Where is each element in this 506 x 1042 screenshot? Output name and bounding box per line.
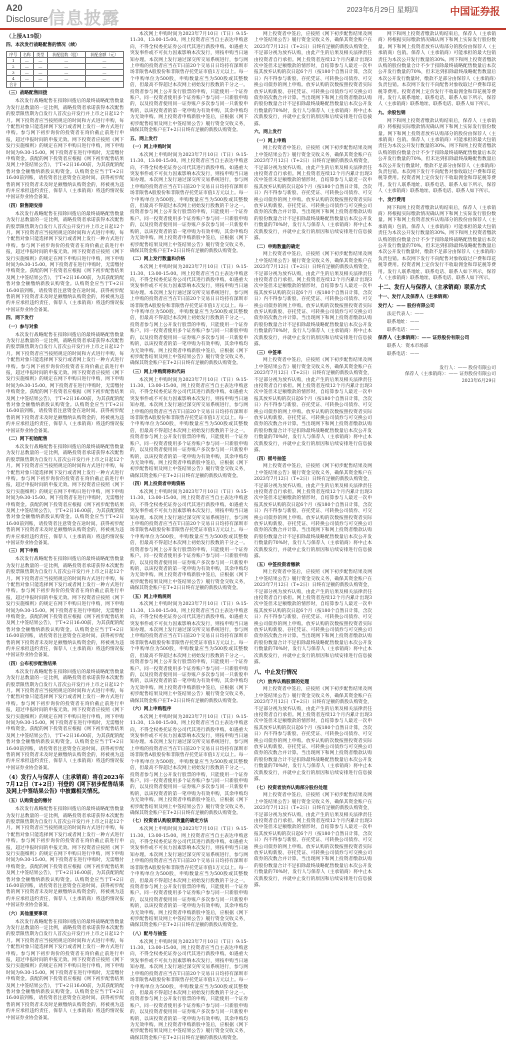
- bold-notice: 八、中止发行情况: [254, 669, 298, 676]
- body-paragraph: 本次网上申购时间为2023年7月10日（T日）9:15-11:30、13:00-15:00。网上投资者应当自主表达申购意向，不得全权委托证券公司代其进行新股申购。如遇重大突发事件或不可抗力因素影响本次发行，则按申购当日通知办理。本次网上发行通过深交所交易系统进行，参与网上申购的投资者应当在T日前20个交易日日均持有深圳市场非限售A股股份和非限售存托凭证市值1万元以上。每一个申购单位为500股，申购数量应当为500股或其整数倍，但最高不得超过本次网上初始发行股数的千分之一。投资者参与网上公开发行股票的申购，只能使用一个证券账户。同一投资者使用多个证券账户参与同一只新股申购的，以及投资者使用同一证券账户多次参与同一只新股申购的，以该投资者的第一笔申购为有效申购，其余申购均为无效申购。网上投资者申购新股中签后，应根据《网下初步配售结果及网上中签结果公告》履行资金交收义务，确保其资金账户在T+2日日终有足额的新股认购资金。: [130, 265, 248, 367]
- body-paragraph: 本次网上申购时间为2023年7月10日（T日）9:15-11:30、13:00-15:00。网上投资者应当自主表达申购意向，不得全权委托证券公司代其进行新股申购。如遇重大突发事件或不可抗力因素影响本次发行，则按申购当日通知办理。本次网上发行通过深交所交易系统进行，参与网上申购的投资者应当在T日前20个交易日日均持有深圳市场非限售A股股份和非限售存托凭证市值1万元以上。每一个申购单位为500股，申购数量应当为500股或其整数倍，但最高不得超过本次网上初始发行股数的千分之一。投资者参与网上公开发行股票的申购，只能使用一个证券账户。同一投资者使用多个证券账户参与同一只新股申购的，以及投资者使用同一证券账户多次参与同一只新股申购的，以该投资者的第一笔申购为有效申购，其余申购均为无效申购。网上投资者申购新股中签后，应根据《网下初步配售结果及网上中签结果公告》履行资金交收义务，确保其资金账户在T+2日日终有足额的新股认购资金。: [130, 490, 248, 592]
- table-cell: —: [20, 76, 34, 82]
- table-cell: 4: [7, 76, 21, 82]
- contact-line: 联系电话：——: [387, 351, 420, 357]
- table-cell: 名称: [20, 52, 34, 58]
- table-caption: 四、本次发行战略配售的情况（续）: [6, 43, 80, 48]
- table-cell: —: [47, 64, 85, 70]
- body-paragraph: 网下和网上投资者缴款认购结束后，保荐人（主承销商）将根据实际缴款情况确认网下和网上实际发行股份数量。网下和网上投资者放弃认购部分的股份由保荐人（主承销商）包销。保荐人（主承销商）可能承担的最大包销责任为本次公开发行数量的30%。网下和网上投资者缴款认购的股份数量合计不少于扣除最终战略配售数量后本次公开发行数量的70%，但未达到扣除最终战略配售数量后本次公开发行数量时，缴款不足部分由保荐人（主承销商）负责包销。本次网下发行不向配售对象收取过户费和印花税等费用。投资者网上定价发行不收取佣金和印花税等费用。发行人联系地址、联系电话、联系人如下所示，保荐人（主承销商）联系地址、联系电话、联系人如下所示。: [378, 205, 496, 282]
- table-cell: —: [85, 64, 123, 70]
- table-row: [7, 52, 124, 58]
- sign-date: 2023年6月29日: [461, 378, 496, 384]
- table-row: [7, 82, 124, 88]
- subheading: 五、网上发行: [130, 136, 158, 142]
- table-cell: —: [34, 64, 48, 70]
- table-cell: —: [85, 70, 123, 76]
- sponsor-signature: 保荐人（主承销商）：—— 证券股份有限公司: [404, 372, 496, 378]
- body-paragraph: 网上投资者中签后，应按照《网下初步配售结果及网上中签结果公告》履行资金交收义务，确保其资金账户在2023年7月12日（T+2日）日终有足额的新股认购资金，不足部分视为放弃认购，由此产生的后果及相关法律责任由投资者自行承担。网上投资者连续12个月内累计出现3次中签但未足额缴款的情形时，自结算参与人最近一次申报其放弃认购的次日起6个月（按180个自然日计算，含次日）内不得参与新股、存托凭证、可转换公司债券、可交换公司债券的网上申购。放弃认购的次数按照投资者实际放弃认购新股、存托凭证、可转换公司债券与可交换公司债券的次数合并计算。当出现网下和网上投资者缴款认购的股份数量合计不足扣除最终战略配售数量后本次公开发行数量的70%时，发行人与保荐人（主承销商）将中止本次新股发行，并就中止发行的原因和后续安排进行信息披露。: [254, 146, 372, 242]
- body-paragraph: 本次网上申购时间为2023年7月10日（T日）9:15-11:30、13:00-15:00。网上投资者应当自主表达申购意向，不得全权委托证券公司代其进行新股申购。如遇重大突发事件或不可抗力因素影响本次发行，则按申购当日通知办理。本次网上发行通过深交所交易系统进行，参与网上申购的投资者应当在T日前20个交易日日均持有深圳市场非限售A股股份和非限售存托凭证市值1万元以上。每一个申购单位为500股，申购数量应当为500股或其整数倍，但最高不得超过本次网上初始发行股数的千分之一。投资者参与网上公开发行股票的申购，只能使用一个证券账户。同一投资者使用多个证券账户参与同一只新股申购的，以及投资者使用同一证券账户多次参与同一只新股申购的，以该投资者的第一笔申购为有效申购，其余申购均为无效申购。网上投资者申购新股中签后，应根据《网下初步配售结果及网上中签结果公告》履行资金交收义务，确保其资金账户在T+2日日终有足额的新股认购资金。: [130, 939, 248, 1041]
- table-cell: —: [47, 76, 85, 82]
- table-cell: —: [34, 70, 48, 76]
- subheading: （五）中签投资者缴款: [254, 562, 300, 568]
- body-paragraph: 本次网上申购时间为2023年7月10日（T日）9:15-11:30、13:00-15:00。网上投资者应当自主表达申购意向，不得全权委托证券公司代其进行新股申购。如遇重大突发事件或不可抗力因素影响本次发行，则按申购当日通知办理。本次网上发行通过深交所交易系统进行，参与网上申购的投资者应当在T日前20个交易日日均持有深圳市场非限售A股股份和非限售存托凭证市值1万元以上。每一个申购单位为500股，申购数量应当为500股或其整数倍，但最高不得超过本次网上初始发行股数的千分之一。投资者参与网上公开发行股票的申购，只能使用一个证券账户。同一投资者使用多个证券账户参与同一只新股申购的，以及投资者使用同一证券账户多次参与同一只新股申购的，以该投资者的第一笔申购为有效申购，其余申购均为无效申购。网上投资者申购新股中签后，应根据《网下初步配售结果及网上中签结果公告》履行资金交收义务，确保其资金账户在T+2日日终有足额的新股认购资金。: [130, 377, 248, 479]
- table-cell: 合计: [7, 82, 21, 88]
- newspaper-logo: 中国证券报: [450, 7, 500, 18]
- table-row: [7, 76, 124, 82]
- table-cell: [20, 82, 34, 88]
- table-cell: —: [47, 58, 85, 64]
- table-cell: —: [85, 58, 123, 64]
- subheading: （二）网上发行数量和价格: [130, 257, 186, 263]
- table-cell: —: [34, 58, 48, 64]
- body-paragraph: 本次网上申购时间为2023年7月10日（T日）9:15-11:30、13:00-15:00。网上投资者应当自主表达申购意向，不得全权委托证券公司代其进行新股申购。如遇重大突发事件或不可抗力因素影响本次发行，则按申购当日通知办理。本次网上发行通过深交所交易系统进行，参与网上申购的投资者应当在T日前20个交易日日均持有深圳市场非限售A股股份和非限售存托凭证市值1万元以上。每一个申购单位为500股，申购数量应当为500股或其整数倍，但最高不得超过本次网上初始发行股数的千分之一。投资者参与网上公开发行股票的申购，只能使用一个证券账户。同一投资者使用多个证券账户参与同一只新股申购的，以及投资者使用同一证券账户多次参与同一只新股申购的，以该投资者的第一笔申购为有效申购，其余申购均为无效申购。网上投资者申购新股中签后，应根据《网下初步配售结果及网上中签结果公告》履行资金交收义务，确保其资金账户在T+2日日终有足额的新股认购资金。: [130, 827, 248, 929]
- section-title: 信息披露: [48, 9, 120, 29]
- table-cell: 获配金额（元）: [85, 52, 123, 58]
- subheading: （四）网上投资者申购资格: [130, 482, 186, 488]
- subheading: 六、网上发行: [254, 130, 282, 136]
- body-paragraph: 本次网上申购时间为2023年7月10日（T日）9:15-11:30、13:00-15:00。网上投资者应当自主表达申购意向，不得全权委托证券公司代其进行新股申购。如遇重大突发事件或不可抗力因素影响本次发行，则按申购当日通知办理。本次网上发行通过深交所交易系统进行，参与网上申购的投资者应当在T日前20个交易日日均持有深圳市场非限售A股股份和非限售存托凭证市值1万元以上。每一个申购单位为500股，申购数量应当为500股或其整数倍，但最高不得超过本次网上初始发行股数的千分之一。投资者参与网上公开发行股票的申购，只能使用一个证券账户。同一投资者使用多个证券账户参与同一只新股申购的，以及投资者使用同一证券账户多次参与同一只新股申购的，以该投资者的第一笔申购为有效申购，其余申购均为无效申购。网上投资者申购新股中签后，应根据《网下初步配售结果及网上中签结果公告》履行资金交收义务，确保其资金账户在T+2日日终有足额的新股认购资金。: [130, 602, 248, 704]
- subheading: （八）配号与抽签: [130, 931, 167, 937]
- table-cell: 3: [7, 70, 21, 76]
- table-row: [7, 58, 124, 64]
- bold-notice: （4）发行人与保荐人（主承销商）将在2023年7月12日（T+2日）刊登的《网下初步配售结果及网上中签结果公告》中披露相关情况。: [6, 775, 124, 796]
- body-paragraph: 本次发行战略配售在扣除回拨后的最终战略配售数量为发行总数量的一定比例，战略投资者承诺获得本次配售的股票限售期为自发行人首次公开发行并上市之日起12个月。网下投资者应当按照规定的时间和方式进行申购，每个配售对象只能选择网下发行或者网上发行一种方式进行申购。参与网下初步询价的投资者在询价截止前进行申报，超过申报时间的申报无效。网下投资者应按照《网下发行实施细则》的规定在网下申购日进行申购，网下申购时间为9:30-15:00。网下投资者在进行申购时，无需缴付申购资金。获配的网下投资者应根据《网下初步配售结果及网上中签结果公告》，于T+2日16:00前，为其获配的配售对象全额缴纳新股认购资金。认购资金应当于T+2日16:00前到账，请投资者注意资金在途时间。获得初步配售的网下投资者未及时足额缴纳认购资金的，将被视为违约并应承担违约责任，保荐人（主承销商）将违约情况报中国证券业协会备案。: [6, 99, 124, 201]
- table-cell: 2: [7, 64, 21, 70]
- contact-line: 发行人：—— 股份有限公司: [378, 303, 435, 309]
- table-cell: —: [20, 58, 34, 64]
- table-cell: —: [85, 76, 123, 82]
- contact-line: 联系电话：——: [387, 327, 420, 333]
- table-row: [7, 70, 124, 76]
- continuation-note: （上接A19版）: [6, 34, 45, 40]
- page-number: A20: [6, 3, 23, 13]
- issue-date: 2023年6月29日 星期四: [346, 7, 418, 14]
- contact-line: 保荐人（主承销商）：—— 证券股份有限公司: [378, 335, 470, 341]
- body-paragraph: 本次发行战略配售在扣除回拨后的最终战略配售数量为发行总数量的一定比例，战略投资者承诺获得本次配售的股票限售期为自发行人首次公开发行并上市之日起12个月。网下投资者应当按照规定的时间和方式进行申购，每个配售对象只能选择网下发行或者网上发行一种方式进行申购。参与网下初步询价的投资者在询价截止前进行申报，超过申报时间的申报无效。网下投资者应按照《网下发行实施细则》的规定在网下申购日进行申购，网下申购时间为9:30-15:00。网下投资者在进行申购时，无需缴付申购资金。获配的网下投资者应根据《网下初步配售结果及网上中签结果公告》，于T+2日16:00前，为其获配的配售对象全额缴纳新股认购资金。认购资金应当于T+2日16:00前到账，请投资者注意资金在途时间。获得初步配售的网下投资者未及时足额缴纳认购资金的，将被视为违约并应承担违约责任，保荐人（主承销商）将违约情况报中国证券业协会备案。: [6, 444, 124, 547]
- table-row: [7, 64, 124, 70]
- subheading: 十、发行费用: [378, 197, 406, 203]
- column-3: [254, 32, 372, 889]
- body-paragraph: 网上投资者中签后，应按照《网下初步配售结果及网上中签结果公告》履行资金交收义务，确保其资金账户在2023年7月12日（T+2日）日终有足额的新股认购资金，不足部分视为放弃认购，由此产生的后果及相关法律责任由投资者自行承担。网上投资者连续12个月内累计出现3次中签但未足额缴款的情形时，自结算参与人最近一次申报其放弃认购的次日起6个月（按180个自然日计算，含次日）内不得参与新股、存托凭证、可转换公司债券、可交换公司债券的网上申购。放弃认购的次数按照投资者实际放弃认购新股、存托凭证、可转换公司债券与可交换公司债券的次数合并计算。当出现网下和网上投资者缴款认购的股份数量合计不足扣除最终战略配售数量后本次公开发行数量的70%时，发行人与保荐人（主承销商）将中止本次新股发行，并就中止发行的原因和后续安排进行信息披露。: [254, 687, 372, 783]
- column-1: [6, 32, 124, 1021]
- body-paragraph: 网上投资者中签后，应按照《网下初步配售结果及网上中签结果公告》履行资金交收义务，确保其资金账户在2023年7月12日（T+2日）日终有足额的新股认购资金，不足部分视为放弃认购，由此产生的后果及相关法律责任由投资者自行承担。网上投资者连续12个月内累计出现3次中签但未足额缴款的情形时，自结算参与人最近一次申报其放弃认购的次日起6个月（按180个自然日计算，含次日）内不得参与新股、存托凭证、可转换公司债券、可交换公司债券的网上申购。放弃认购的次数按照投资者实际放弃认购新股、存托凭证、可转换公司债券与可交换公司债券的次数合并计算。当出现网下和网上投资者缴款认购的股份数量合计不足扣除最终战略配售数量后本次公开发行数量的70%时，发行人与保荐人（主承销商）将中止本次新股发行，并就中止发行的原因和后续安排进行信息披露。: [254, 252, 372, 348]
- table-cell: —: [20, 70, 34, 76]
- table-cell: 获配股数（股）: [47, 52, 85, 58]
- body-paragraph: 本次发行战略配售在扣除回拨后的最终战略配售数量为发行总数量的一定比例，战略投资者承诺获得本次配售的股票限售期为自发行人首次公开发行并上市之日起12个月。网下投资者应当按照规定的时间和方式进行申购，每个配售对象只能选择网下发行或者网上发行一种方式进行申购。参与网下初步询价的投资者在询价截止前进行申报，超过申报时间的申报无效。网下投资者应按照《网下发行实施细则》的规定在网下申购日进行申购，网下申购时间为9:30-15:00。网下投资者在进行申购时，无需缴付申购资金。获配的网下投资者应根据《网下初步配售结果及网上中签结果公告》，于T+2日16:00前，为其获配的配售对象全额缴纳新股认购资金。认购资金应当于T+2日16:00前到账，请投资者注意资金在途时间。获得初步配售的网下投资者未及时足额缴纳认购资金的，将被视为违约并应承担违约责任，保荐人（主承销商）将违约情况报中国证券业协会备案。: [6, 332, 124, 434]
- table-cell: 1: [7, 58, 21, 64]
- subheading: （二）申购数量的确定: [254, 244, 300, 250]
- subheading: （六）放弃认购股票的处理: [254, 679, 310, 685]
- table-cell: —: [47, 70, 85, 76]
- body-paragraph: 本次发行战略配售在扣除回拨后的最终战略配售数量为发行总数量的一定比例，战略投资者承诺获得本次配售的股票限售期为自发行人首次公开发行并上市之日起12个月。网下投资者应当按照规定的时间和方式进行申购，每个配售对象只能选择网下发行或者网上发行一种方式进行申购。参与网下初步询价的投资者在询价截止前进行申报，超过申报时间的申报无效。网下投资者应按照《网下发行实施细则》的规定在网下申购日进行申购，网下申购时间为9:30-15:00。网下投资者在进行申购时，无需缴付申购资金。获配的网下投资者应根据《网下初步配售结果及网上中签结果公告》，于T+2日16:00前，为其获配的配售对象全额缴纳新股认购资金。认购资金应当于T+2日16:00前到账，请投资者注意资金在途时间。获得初步配售的网下投资者未及时足额缴纳认购资金的，将被视为违约并应承担违约责任，保荐人（主承销商）将违约情况报中国证券业协会备案。: [6, 919, 124, 1021]
- subheading: （三）网下申购: [6, 549, 39, 555]
- subheading: （六）网上申购程序: [130, 706, 172, 712]
- subheading: （二）网下初始配售: [6, 437, 48, 443]
- body-paragraph: 网上投资者中签后，应按照《网下初步配售结果及网上中签结果公告》履行资金交收义务，确保其资金账户在2023年7月12日（T+2日）日终有足额的新股认购资金，不足部分视为放弃认购，由此产生的后果及相关法律责任由投资者自行承担。网上投资者连续12个月内累计出现3次中签但未足额缴款的情形时，自结算参与人最近一次申报其放弃认购的次日起6个月（按180个自然日计算，含次日）内不得参与新股、存托凭证、可转换公司债券、可交换公司债券的网上申购。放弃认购的次数按照投资者实际放弃认购新股、存托凭证、可转换公司债券与可交换公司债券的次数合并计算。当出现网下和网上投资者缴款认购的股份数量合计不足扣除最终战略配售数量后本次公开发行数量的70%时，发行人与保荐人（主承销商）将中止本次新股发行，并就中止发行的原因和后续安排进行信息披露。: [254, 464, 372, 560]
- body-paragraph: 网下和网上投资者缴款认购结束后，保荐人（主承销商）将根据实际缴款情况确认网下和网上实际发行股份数量。网下和网上投资者放弃认购部分的股份由保荐人（主承销商）包销。保荐人（主承销商）可能承担的最大包销责任为本次公开发行数量的30%。网下和网上投资者缴款认购的股份数量合计不少于扣除最终战略配售数量后本次公开发行数量的70%，但未达到扣除最终战略配售数量后本次公开发行数量时，缴款不足部分由保荐人（主承销商）负责包销。本次网下发行不向配售对象收取过户费和印花税等费用。投资者网上定价发行不收取佣金和印花税等费用。发行人联系地址、联系电话、联系人如下所示，保荐人（主承销商）联系地址、联系电话、联系人如下所示。: [378, 32, 496, 108]
- table-cell: —: [34, 76, 48, 82]
- subheading: （四）摇号抽签: [254, 456, 287, 462]
- subheading: （四）公布初步配售结果: [6, 661, 57, 667]
- body-paragraph: 本次网上申购时间为2023年7月10日（T日）9:15-11:30、13:00-15:00。网上投资者应当自主表达申购意向，不得全权委托证券公司代其进行新股申购。如遇重大突发事件或不可抗力因素影响本次发行，则按申购当日通知办理。本次网上发行通过深交所交易系统进行，参与网上申购的投资者应当在T日前20个交易日日均持有深圳市场非限售A股股份和非限售存托凭证市值1万元以上。每一个申购单位为500股，申购数量应当为500股或其整数倍，但最高不得超过本次网上初始发行股数的千分之一。投资者参与网上公开发行股票的申购，只能使用一个证券账户。同一投资者使用多个证券账户参与同一只新股申购的，以及投资者使用同一证券账户多次参与同一只新股申购的，以该投资者的第一笔申购为有效申购，其余申购均为无效申购。网上投资者申购新股中签后，应根据《网下初步配售结果及网上中签结果公告》履行资金交收义务，确保其资金账户在T+2日日终有足额的新股认购资金。: [130, 714, 248, 816]
- body-paragraph: 本次网上申购时间为2023年7月10日（T日）9:15-11:30、13:00-15:00。网上投资者应当自主表达申购意向，不得全权委托证券公司代其进行新股申购。如遇重大突发事件或不可抗力因素影响本次发行，则按申购当日通知办理。本次网上发行通过深交所交易系统进行，参与网上申购的投资者应当在T日前20个交易日日均持有深圳市场非限售A股股份和非限售存托凭证市值1万元以上。每一个申购单位为500股，申购数量应当为500股或其整数倍，但最高不得超过本次网上初始发行股数的千分之一。投资者参与网上公开发行股票的申购，只能使用一个证券账户。同一投资者使用多个证券账户参与同一只新股申购的，以及投资者使用同一证券账户多次参与同一只新股申购的，以该投资者的第一笔申购为有效申购，其余申购均为无效申购。网上投资者申购新股中签后，应根据《网下初步配售结果及网上中签结果公告》履行资金交收义务，确保其资金账户在T+2日日终有足额的新股认购资金。: [130, 152, 248, 254]
- table-cell: 类型: [34, 52, 48, 58]
- body-paragraph: 网上投资者中签后，应按照《网下初步配售结果及网上中签结果公告》履行资金交收义务，确保其资金账户在2023年7月12日（T+2日）日终有足额的新股认购资金，不足部分视为放弃认购，由此产生的后果及相关法律责任由投资者自行承担。网上投资者连续12个月内累计出现3次中签但未足额缴款的情形时，自结算参与人最近一次申报其放弃认购的次日起6个月（按180个自然日计算，含次日）内不得参与新股、存托凭证、可转换公司债券、可交换公司债券的网上申购。放弃认购的次数按照投资者实际放弃认购新股、存托凭证、可转换公司债券与可交换公司债券的次数合并计算。当出现网下和网上投资者缴款认购的股份数量合计不足扣除最终战略配售数量后本次公开发行数量的70%时，发行人与保荐人（主承销商）将中止本次新股发行，并就中止发行的原因和后续安排进行信息披露。: [254, 32, 372, 127]
- body-paragraph: 本次发行战略配售在扣除回拨后的最终战略配售数量为发行总数量的一定比例，战略投资者承诺获得本次配售的股票限售期为自发行人首次公开发行并上市之日起12个月。网下投资者应当按照规定的时间和方式进行申购，每个配售对象只能选择网下发行或者网上发行一种方式进行申购。参与网下初步询价的投资者在询价截止前进行申报，超过申报时间的申报无效。网下投资者应按照《网下发行实施细则》的规定在网下申购日进行申购，网下申购时间为9:30-15:00。网下投资者在进行申购时，无需缴付申购资金。获配的网下投资者应根据《网下初步配售结果及网上中签结果公告》，于T+2日16:00前，为其获配的配售对象全额缴纳新股认购资金。认购资金应当于T+2日16:00前到账，请投资者注意资金在途时间。获得初步配售的网下投资者未及时足额缴纳认购资金的，将被视为违约并应承担违约责任，保荐人（主承销商）将违约情况报中国证券业协会备案。: [6, 669, 124, 771]
- body-paragraph: 本次网上申购时间为2023年7月10日（T日）9:15-11:30、13:00-15:00。网上投资者应当自主表达申购意向，不得全权委托证券公司代其进行新股申购。如遇重大突发事件或不可抗力因素影响本次发行，则按申购当日通知办理。本次网上发行通过深交所交易系统进行，参与网上申购的投资者应当在T日前20个交易日日均持有深圳市场非限售A股股份和非限售存托凭证市值1万元以上。每一个申购单位为500股，申购数量应当为500股或其整数倍，但最高不得超过本次网上初始发行股数的千分之一。投资者参与网上公开发行股票的申购，只能使用一个证券账户。同一投资者使用多个证券账户参与同一只新股申购的，以及投资者使用同一证券账户多次参与同一只新股申购的，以该投资者的第一笔申购为有效申购，其余申购均为无效申购。网上投资者申购新股中签后，应根据《网下初步配售结果及网上中签结果公告》履行资金交收义务，确保其资金账户在T+2日日终有足额的新股认购资金。: [130, 32, 248, 134]
- subheading: 九、余股包销: [378, 110, 406, 116]
- body-paragraph: 网上投资者中签后，应按照《网下初步配售结果及网上中签结果公告》履行资金交收义务，确保其资金账户在2023年7月12日（T+2日）日终有足额的新股认购资金，不足部分视为放弃认购，由此产生的后果及相关法律责任由投资者自行承担。网上投资者连续12个月内累计出现3次中签但未足额缴款的情形时，自结算参与人最近一次申报其放弃认购的次日起6个月（按180个自然日计算，含次日）内不得参与新股、存托凭证、可转换公司债券、可交换公司债券的网上申购。放弃认购的次数按照投资者实际放弃认购新股、存托凭证、可转换公司债券与可交换公司债券的次数合并计算。当出现网下和网上投资者缴款认购的股份数量合计不足扣除最终战略配售数量后本次公开发行数量的70%时，发行人与保荐人（主承销商）将中止本次新股发行，并就中止发行的原因和后续安排进行信息披露。: [254, 570, 372, 666]
- subheading: （一）网上申购时间: [130, 144, 172, 150]
- body-paragraph: 网上投资者中签后，应按照《网下初步配售结果及网上中签结果公告》履行资金交收义务，确保其资金账户在2023年7月12日（T+2日）日终有足额的新股认购资金，不足部分视为放弃认购，由此产生的后果及相关法律责任由投资者自行承担。网上投资者连续12个月内累计出现3次中签但未足额缴款的情形时，自结算参与人最近一次申报其放弃认购的次日起6个月（按180个自然日计算，含次日）内不得参与新股、存托凭证、可转换公司债券、可交换公司债券的网上申购。放弃认购的次数按照投资者实际放弃认购新股、存托凭证、可转换公司债券与可交换公司债券的次数合并计算。当出现网下和网上投资者缴款认购的股份数量合计不足扣除最终战略配售数量后本次公开发行数量的70%时，发行人与保荐人（主承销商）将中止本次新股发行，并就中止发行的原因和后续安排进行信息披露。: [254, 793, 372, 889]
- section-name-en: Disclosure: [6, 14, 49, 24]
- contact-line: 联系地址：——: [387, 319, 420, 325]
- body-paragraph: 本次发行战略配售在扣除回拨后的最终战略配售数量为发行总数量的一定比例，战略投资者承诺获得本次配售的股票限售期为自发行人首次公开发行并上市之日起12个月。网下投资者应当按照规定的时间和方式进行申购，每个配售对象只能选择网下发行或者网上发行一种方式进行申购。参与网下初步询价的投资者在询价截止前进行申报，超过申报时间的申报无效。网下投资者应按照《网下发行实施细则》的规定在网下申购日进行申购，网下申购时间为9:30-15:00。网下投资者在进行申购时，无需缴付申购资金。获配的网下投资者应根据《网下初步配售结果及网上中签结果公告》，于T+2日16:00前，为其获配的配售对象全额缴纳新股认购资金。认购资金应当于T+2日16:00前到账，请投资者注意资金在途时间。获得初步配售的网下投资者未及时足额缴纳认购资金的，将被视为违约并应承担违约责任，保荐人（主承销商）将违约情况报中国证券业协会备案。: [6, 557, 124, 659]
- subheading: （三）网上申购简称和代码: [130, 369, 186, 375]
- table-cell: [85, 82, 123, 88]
- bold-notice: 十二、发行人与保荐人（主承销商）联系方式: [378, 285, 486, 292]
- subheading: （七）投资者放弃认购部分股份处理: [254, 785, 328, 791]
- subheading: （六）其他重要事项: [6, 911, 48, 917]
- page-header: [0, 0, 506, 30]
- subheading: 十一、发行人及保荐人（主承销商）: [378, 295, 452, 301]
- subheading: （一）网上申购: [254, 138, 287, 144]
- subheading: （一）参与对象: [6, 324, 39, 330]
- subheading: （五）网上申购规则: [130, 594, 172, 600]
- table-cell: —: [20, 64, 34, 70]
- body-paragraph: 网上投资者中签后，应按照《网下初步配售结果及网上中签结果公告》履行资金交收义务，确保其资金账户在2023年7月12日（T+2日）日终有足额的新股认购资金，不足部分视为放弃认购，由此产生的后果及相关法律责任由投资者自行承担。网上投资者连续12个月内累计出现3次中签但未足额缴款的情形时，自结算参与人最近一次申报其放弃认购的次日起6个月（按180个自然日计算，含次日）内不得参与新股、存托凭证、可转换公司债券、可交换公司债券的网上申购。放弃认购的次数按照投资者实际放弃认购新股、存托凭证、可转换公司债券与可交换公司债券的次数合并计算。当出现网下和网上投资者缴款认购的股份数量合计不足扣除最终战略配售数量后本次公开发行数量的70%时，发行人与保荐人（主承销商）将中止本次新股发行，并就中止发行的原因和后续安排进行信息披露。: [254, 358, 372, 454]
- issuer-signature: 发行人：—— 股份有限公司: [439, 365, 496, 371]
- subheading: （三）中签率: [254, 350, 282, 356]
- column-4: [378, 32, 496, 744]
- subheading: （四）限售期安排: [6, 203, 43, 209]
- contact-line: 联系人：资本市场部: [387, 343, 429, 349]
- table-cell: 序号: [7, 52, 21, 58]
- subheading: （三）战略配售回拨: [6, 91, 48, 97]
- subheading: （七）投资者认购股票数量的确定方法: [130, 819, 209, 825]
- column-2: [130, 32, 248, 1041]
- table-cell: [47, 82, 85, 88]
- contact-line: 法定代表人：——: [387, 311, 424, 317]
- body-paragraph: 本次发行战略配售在扣除回拨后的最终战略配售数量为发行总数量的一定比例，战略投资者承诺获得本次配售的股票限售期为自发行人首次公开发行并上市之日起12个月。网下投资者应当按照规定的时间和方式进行申购，每个配售对象只能选择网下发行或者网上发行一种方式进行申购。参与网下初步询价的投资者在询价截止前进行申报，超过申报时间的申报无效。网下投资者应按照《网下发行实施细则》的规定在网下申购日进行申购，网下申购时间为9:30-15:00。网下投资者在进行申购时，无需缴付申购资金。获配的网下投资者应根据《网下初步配售结果及网上中签结果公告》，于T+2日16:00前，为其获配的配售对象全额缴纳新股认购资金。认购资金应当于T+2日16:00前到账，请投资者注意资金在途时间。获得初步配售的网下投资者未及时足额缴纳认购资金的，将被视为违约并应承担违约责任，保荐人（主承销商）将违约情况报中国证券业协会备案。: [6, 211, 124, 313]
- subheading: （五）认购资金的缴付: [6, 799, 52, 805]
- body-paragraph: 网下和网上投资者缴款认购结束后，保荐人（主承销商）将根据实际缴款情况确认网下和网上实际发行股份数量。网下和网上投资者放弃认购部分的股份由保荐人（主承销商）包销。保荐人（主承销商）可能承担的最大包销责任为本次公开发行数量的30%。网下和网上投资者缴款认购的股份数量合计不少于扣除最终战略配售数量后本次公开发行数量的70%，但未达到扣除最终战略配售数量后本次公开发行数量时，缴款不足部分由保荐人（主承销商）负责包销。本次网下发行不向配售对象收取过户费和印花税等费用。投资者网上定价发行不收取佣金和印花税等费用。发行人联系地址、联系电话、联系人如下所示，保荐人（主承销商）联系地址、联系电话、联系人如下所示。: [378, 118, 496, 195]
- body-paragraph: 本次发行战略配售在扣除回拨后的最终战略配售数量为发行总数量的一定比例，战略投资者承诺获得本次配售的股票限售期为自发行人首次公开发行并上市之日起12个月。网下投资者应当按照规定的时间和方式进行申购，每个配售对象只能选择网下发行或者网上发行一种方式进行申购。参与网下初步询价的投资者在询价截止前进行申报，超过申报时间的申报无效。网下投资者应按照《网下发行实施细则》的规定在网下申购日进行申购，网下申购时间为9:30-15:00。网下投资者在进行申购时，无需缴付申购资金。获配的网下投资者应根据《网下初步配售结果及网上中签结果公告》，于T+2日16:00前，为其获配的配售对象全额缴纳新股认购资金。认购资金应当于T+2日16:00前到账，请投资者注意资金在途时间。获得初步配售的网下投资者未及时足额缴纳认购资金的，将被视为违约并应承担违约责任，保荐人（主承销商）将违约情况报中国证券业协会备案。: [6, 807, 124, 909]
- allocation-table: [6, 51, 124, 88]
- subheading: 四、网下发行: [6, 316, 34, 322]
- table-cell: [34, 82, 48, 88]
